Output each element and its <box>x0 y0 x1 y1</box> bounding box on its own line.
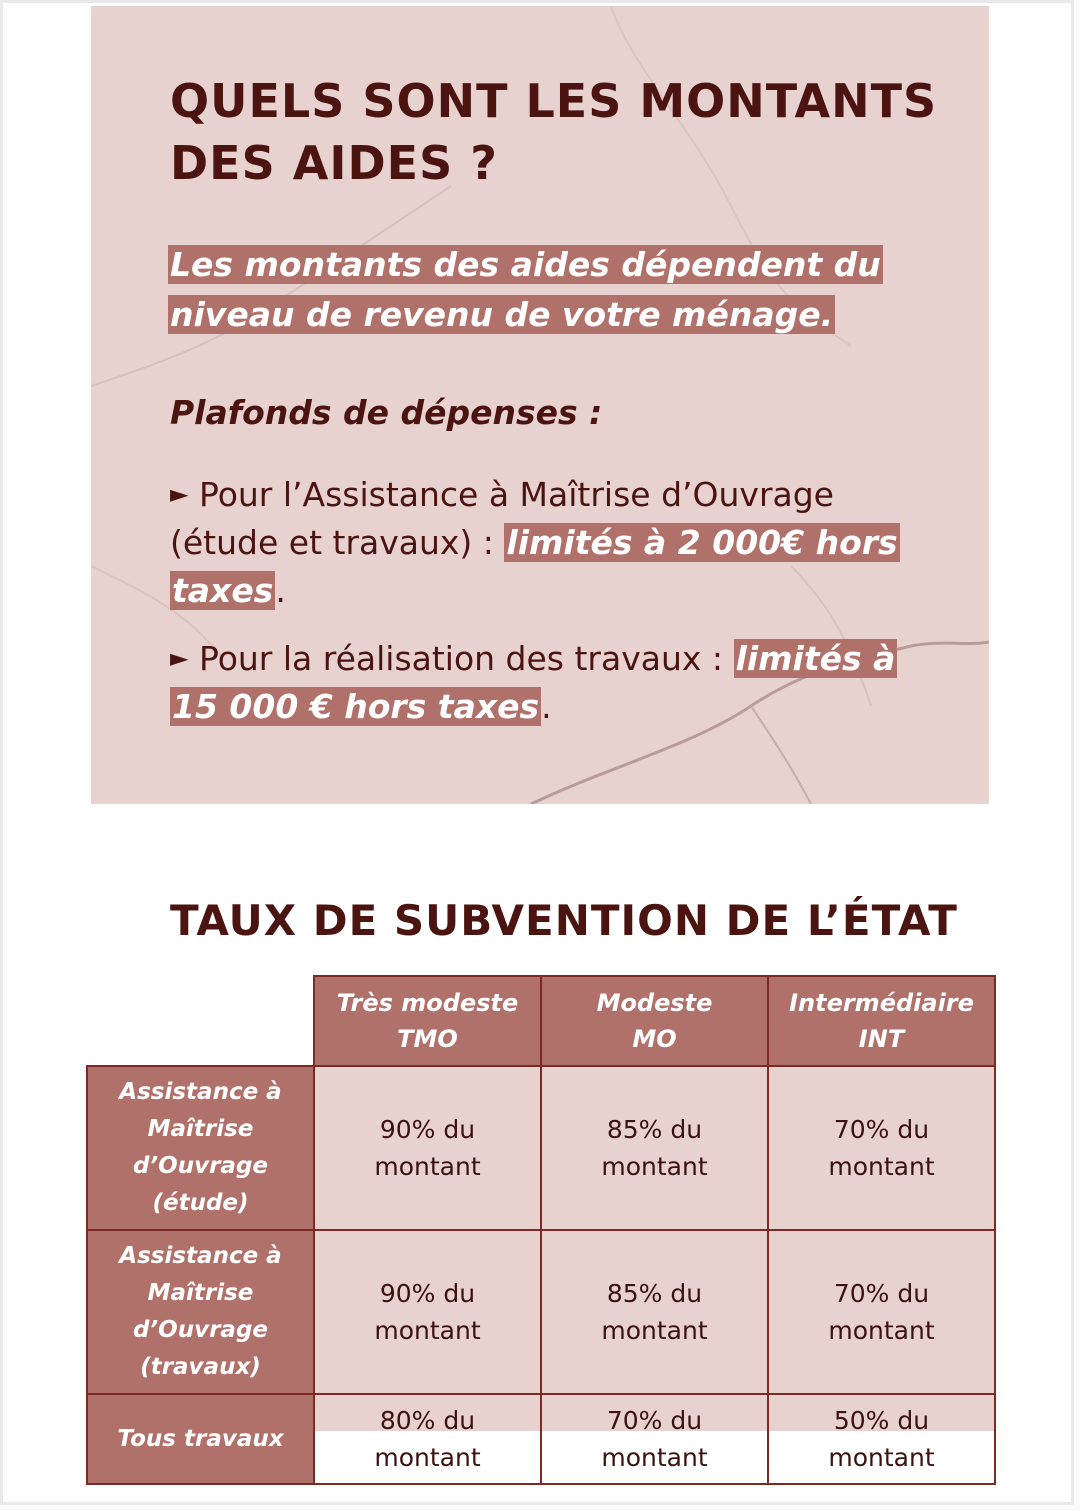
column-header-mo <box>541 976 768 1066</box>
rate-unit: montant <box>374 1316 481 1345</box>
page-title <box>170 70 950 194</box>
ceiling-text: Pour la réalisation des travaux : <box>198 639 724 678</box>
table-corner <box>87 976 314 1066</box>
row-header-line: Tous travaux <box>117 1425 284 1452</box>
rate-cell <box>768 1066 995 1230</box>
rate-cell <box>314 1230 541 1394</box>
rate-value: 70% du <box>606 1406 703 1435</box>
ceiling-text: (étude et travaux) : <box>170 523 494 562</box>
rate-value: 85% du <box>606 1279 703 1308</box>
rate-cell <box>541 1230 768 1394</box>
rate-value: 80% du <box>379 1406 476 1435</box>
table-row <box>87 1230 995 1394</box>
rate-unit: montant <box>828 1316 935 1345</box>
row-header-amo-travaux <box>87 1230 314 1394</box>
row-header-tous-travaux <box>87 1394 314 1484</box>
row-header-line: d’Ouvrage <box>132 1317 269 1343</box>
rate-value: 85% du <box>606 1115 703 1144</box>
ceilings-heading: Plafonds de dépenses : <box>170 393 603 432</box>
ceiling-highlight: taxes <box>172 571 274 610</box>
rate-value: 70% du <box>833 1115 930 1144</box>
row-header-line: Maîtrise <box>147 1116 254 1142</box>
column-header-label: Intermédiaire <box>789 989 974 1017</box>
table-title: TAUX DE SUBVENTION DE L’ÉTAT <box>170 896 958 945</box>
table-row <box>87 1066 995 1230</box>
intro-highlight: Les montants des aides dépendent du <box>170 245 881 284</box>
ceiling-highlight: limités à 2 000€ hors <box>506 523 898 562</box>
rate-cell <box>768 1230 995 1394</box>
title-line: DES AIDES ? <box>170 136 498 190</box>
rate-value: 90% du <box>379 1279 476 1308</box>
column-header-label: Modeste <box>596 989 713 1017</box>
rate-value: 90% du <box>379 1115 476 1144</box>
ceiling-item-works <box>170 634 970 731</box>
rate-unit: montant <box>601 1443 708 1472</box>
rate-cell <box>314 1066 541 1230</box>
row-header-line: Assistance à <box>119 1079 282 1105</box>
row-header-amo-etude <box>87 1066 314 1230</box>
table-row <box>87 1394 995 1484</box>
intro-highlight: niveau de revenu de votre ménage. <box>170 295 834 334</box>
rate-unit: montant <box>374 1443 481 1472</box>
rate-unit: montant <box>601 1152 708 1181</box>
column-header-int <box>768 976 995 1066</box>
title-line: QUELS SONT LES MONTANTS <box>170 74 938 128</box>
rate-unit: montant <box>828 1443 935 1472</box>
column-header-code: INT <box>858 1025 905 1053</box>
column-header-code: MO <box>632 1025 677 1053</box>
table-header-row <box>87 976 995 1066</box>
rate-cell <box>541 1066 768 1230</box>
ceiling-highlight: 15 000 € hors taxes <box>172 687 540 726</box>
ceiling-text: Pour l’Assistance à Maîtrise d’Ouvrage <box>198 475 834 514</box>
rate-unit: montant <box>601 1316 708 1345</box>
ceiling-end: . <box>275 571 286 610</box>
column-header-tmo <box>314 976 541 1066</box>
rate-value: 70% du <box>833 1279 930 1308</box>
row-header-line: (travaux) <box>140 1354 261 1380</box>
ceiling-highlight: limités à <box>735 639 896 678</box>
bullet-marker-icon: ► <box>170 644 189 672</box>
rate-cell <box>768 1394 995 1484</box>
ceiling-end: . <box>541 687 552 726</box>
row-header-line: d’Ouvrage <box>132 1153 269 1179</box>
bullet-marker-icon: ► <box>170 480 189 508</box>
row-header-line: Maîtrise <box>147 1280 254 1306</box>
rate-cell <box>541 1394 768 1484</box>
subsidy-rates-table <box>86 975 996 1485</box>
ceiling-item-amo <box>170 470 970 615</box>
intro-text <box>168 240 928 340</box>
rate-unit: montant <box>374 1152 481 1181</box>
column-header-code: TMO <box>397 1025 458 1053</box>
row-header-line: (étude) <box>152 1190 249 1216</box>
rate-cell <box>314 1394 541 1484</box>
rate-value: 50% du <box>833 1406 930 1435</box>
column-header-label: Très modeste <box>336 989 519 1017</box>
row-header-line: Assistance à <box>119 1243 282 1269</box>
rate-unit: montant <box>828 1152 935 1181</box>
